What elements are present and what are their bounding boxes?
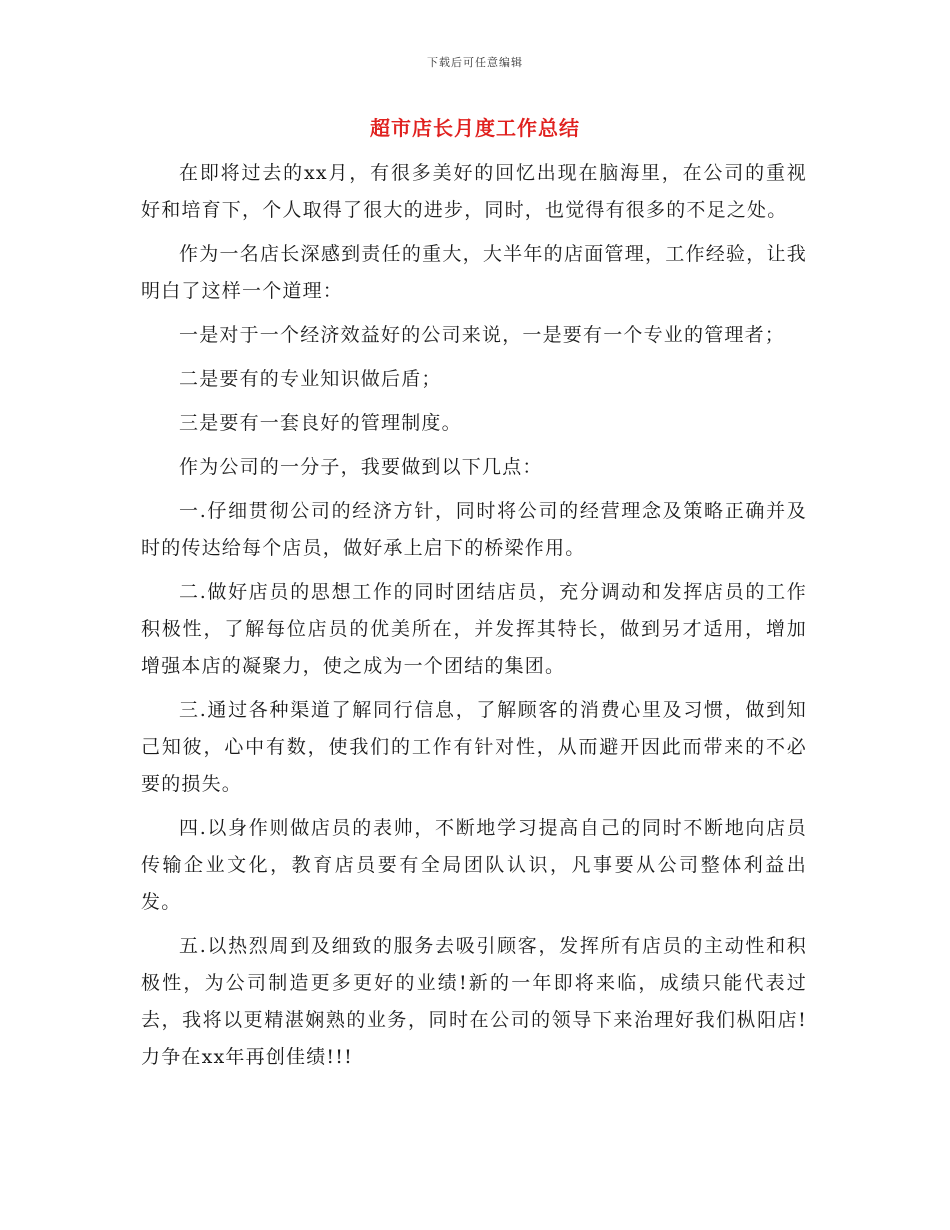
- header-note: 下载后可任意编辑: [427, 56, 523, 69]
- paragraph-goals-intro: 作为公司的一分子，我要做到以下几点：: [179, 456, 543, 478]
- paragraph-responsibility: 作为一名店长深感到责任的重大，大半年的店面管理，工作经验，让我明白了这样一个道理：: [141, 243, 807, 302]
- paragraph-goal-1: 一.仔细贯彻公司的经济方针，同时将公司的经营理念及策略正确并及时的传达给每个店员，做好承上启下的桥梁作用。: [141, 500, 807, 559]
- paragraph-intro: 在即将过去的xx月，有很多美好的回忆出现在脑海里，在公司的重视好和培育下，个人取得了很大的进步，同时，也觉得有很多的不足之处。: [141, 162, 807, 221]
- paragraph-goal-2: 二.做好店员的思想工作的同时团结店员，充分调动和发挥店员的工作积极性，了解每位店员的优美所在，并发挥其特长，做到另才适用，增加增强本店的凝聚力，使之成为一个团结的集团。: [141, 581, 807, 677]
- paragraph-point-two: 二是要有的专业知识做后盾；: [179, 368, 442, 390]
- document-body: [141, 155, 807, 1083]
- paragraph-point-one: 一是对于一个经济效益好的公司来说，一是要有一个专业的管理者；: [179, 324, 786, 346]
- paragraph-point-three: 三是要有一套良好的管理制度。: [179, 412, 462, 434]
- paragraph-goal-3: 三.通过各种渠道了解同行信息，了解顾客的消费心里及习惯，做到知己知彼，心中有数，使我们的工作有针对性，从而避开因此而带来的不必要的损失。: [141, 699, 807, 795]
- document-title: 超市店长月度工作总结: [370, 116, 580, 140]
- paragraph-goal-5: 五.以热烈周到及细致的服务去吸引顾客，发挥所有店员的主动性和积极性，为公司制造更多更好的业绩!新的一年即将来临，成绩只能代表过去，我将以更精湛娴熟的业务，同时在公司的领导下来治理好我们枞阳店!力争在xx年再创佳绩!!!: [141, 935, 807, 1068]
- paragraph-goal-4: 四.以身作则做店员的表帅，不断地学习提高自己的同时不断地向店员传输企业文化，教育店员要有全局团队认识，凡事要从公司整体利益出发。: [141, 817, 807, 913]
